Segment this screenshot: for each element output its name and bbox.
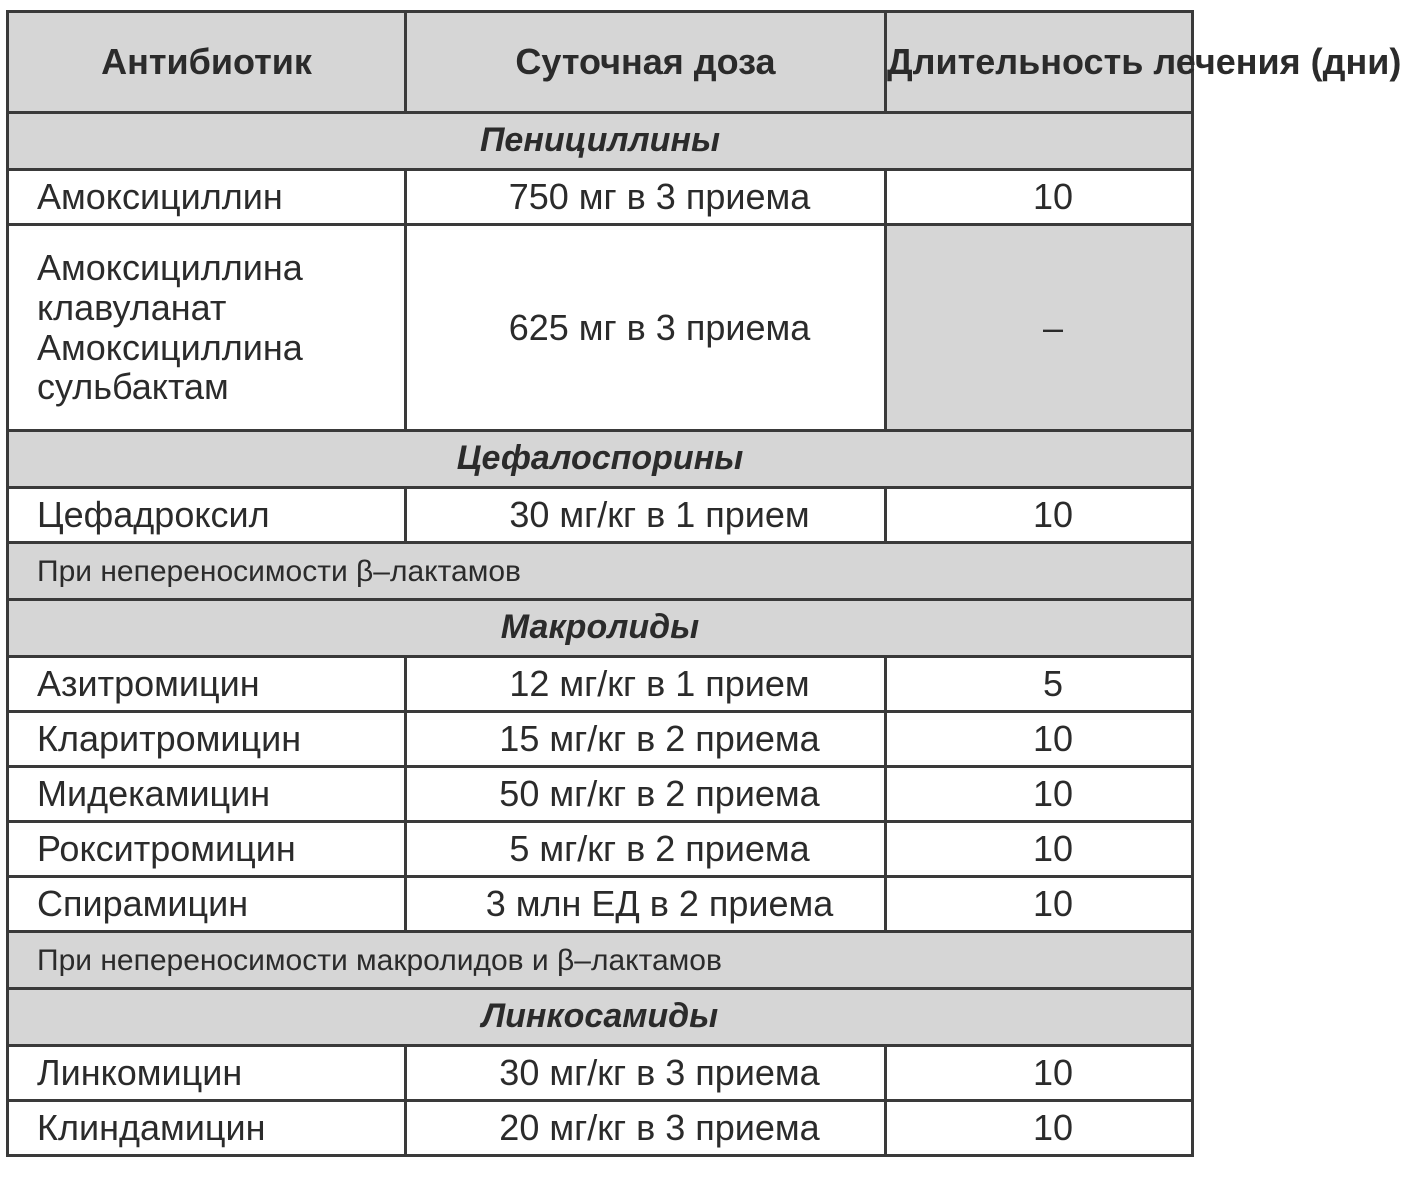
column-header-antibiotic: Антибиотик: [8, 12, 406, 113]
duration-days: 10: [886, 877, 1193, 932]
table-row: [8, 657, 1193, 712]
daily-dose: 50 мг/кг в 2 приема: [406, 767, 886, 822]
antibiotic-name: Мидекамицин: [8, 767, 406, 822]
note-text: При непереносимости β–лактамов: [8, 543, 1193, 600]
daily-dose: 12 мг/кг в 1 прием: [406, 657, 886, 712]
table-header-row: [8, 12, 1193, 113]
duration-days: –: [886, 225, 1193, 431]
group-label: Пенициллины: [8, 113, 1193, 170]
duration-days: 10: [886, 712, 1193, 767]
duration-days: 10: [886, 170, 1193, 225]
duration-days: 10: [886, 767, 1193, 822]
group-row-penicillins: [8, 113, 1193, 170]
group-label: Линкосамиды: [8, 989, 1193, 1046]
daily-dose: 625 мг в 3 приема: [406, 225, 886, 431]
antibiotic-name: Амоксициллин: [8, 170, 406, 225]
daily-dose: 20 мг/кг в 3 приема: [406, 1101, 886, 1156]
duration-days: 10: [886, 488, 1193, 543]
daily-dose: 5 мг/кг в 2 приема: [406, 822, 886, 877]
group-row-lincosamides: [8, 989, 1193, 1046]
group-label: Цефалоспорины: [8, 431, 1193, 488]
group-label: Макролиды: [8, 600, 1193, 657]
antibiotic-name: Кларитромицин: [8, 712, 406, 767]
duration-days: 10: [886, 1101, 1193, 1156]
antibiotic-name-line: клавуланат: [37, 286, 227, 328]
table-row: [8, 170, 1193, 225]
note-row: [8, 543, 1193, 600]
daily-dose: 15 мг/кг в 2 приема: [406, 712, 886, 767]
group-row-macrolides: [8, 600, 1193, 657]
daily-dose: 750 мг в 3 приема: [406, 170, 886, 225]
antibiotic-name: Спирамицин: [8, 877, 406, 932]
table-row: [8, 767, 1193, 822]
table-row: [8, 225, 1193, 431]
duration-days: 5: [886, 657, 1193, 712]
daily-dose: 30 мг/кг в 3 приема: [406, 1046, 886, 1101]
antibiotic-name: Азитромицин: [8, 657, 406, 712]
note-text: При непереносимости макролидов и β–лактамов: [8, 932, 1193, 989]
daily-dose: 30 мг/кг в 1 прием: [406, 488, 886, 543]
table-row: [8, 1101, 1193, 1156]
antibiotic-name: Рокситромицин: [8, 822, 406, 877]
duration-days: 10: [886, 1046, 1193, 1101]
note-row: [8, 932, 1193, 989]
duration-days: 10: [886, 822, 1193, 877]
antibiotic-dose-table: [6, 10, 1401, 1157]
table-row: [8, 822, 1193, 877]
antibiotic-name: Цефадроксил: [8, 488, 406, 543]
antibiotic-name-line: сульбактам: [37, 366, 229, 408]
group-row-cephalosporins: [8, 431, 1193, 488]
table-row: [8, 1046, 1193, 1101]
column-header-daily-dose: Суточная доза: [406, 12, 886, 113]
antibiotic-name-line: Амоксициллина: [37, 247, 303, 289]
column-header-duration: Длительность лечения (дни): [886, 12, 1193, 113]
daily-dose: 3 млн ЕД в 2 приема: [406, 877, 886, 932]
antibiotic-name: Линкомицин: [8, 1046, 406, 1101]
table-row: [8, 488, 1193, 543]
table-row: [8, 712, 1193, 767]
antibiotic-name: [8, 225, 406, 431]
antibiotic-name-line: Амоксициллина: [37, 326, 303, 368]
antibiotic-name: Клиндамицин: [8, 1101, 406, 1156]
table-row: [8, 877, 1193, 932]
